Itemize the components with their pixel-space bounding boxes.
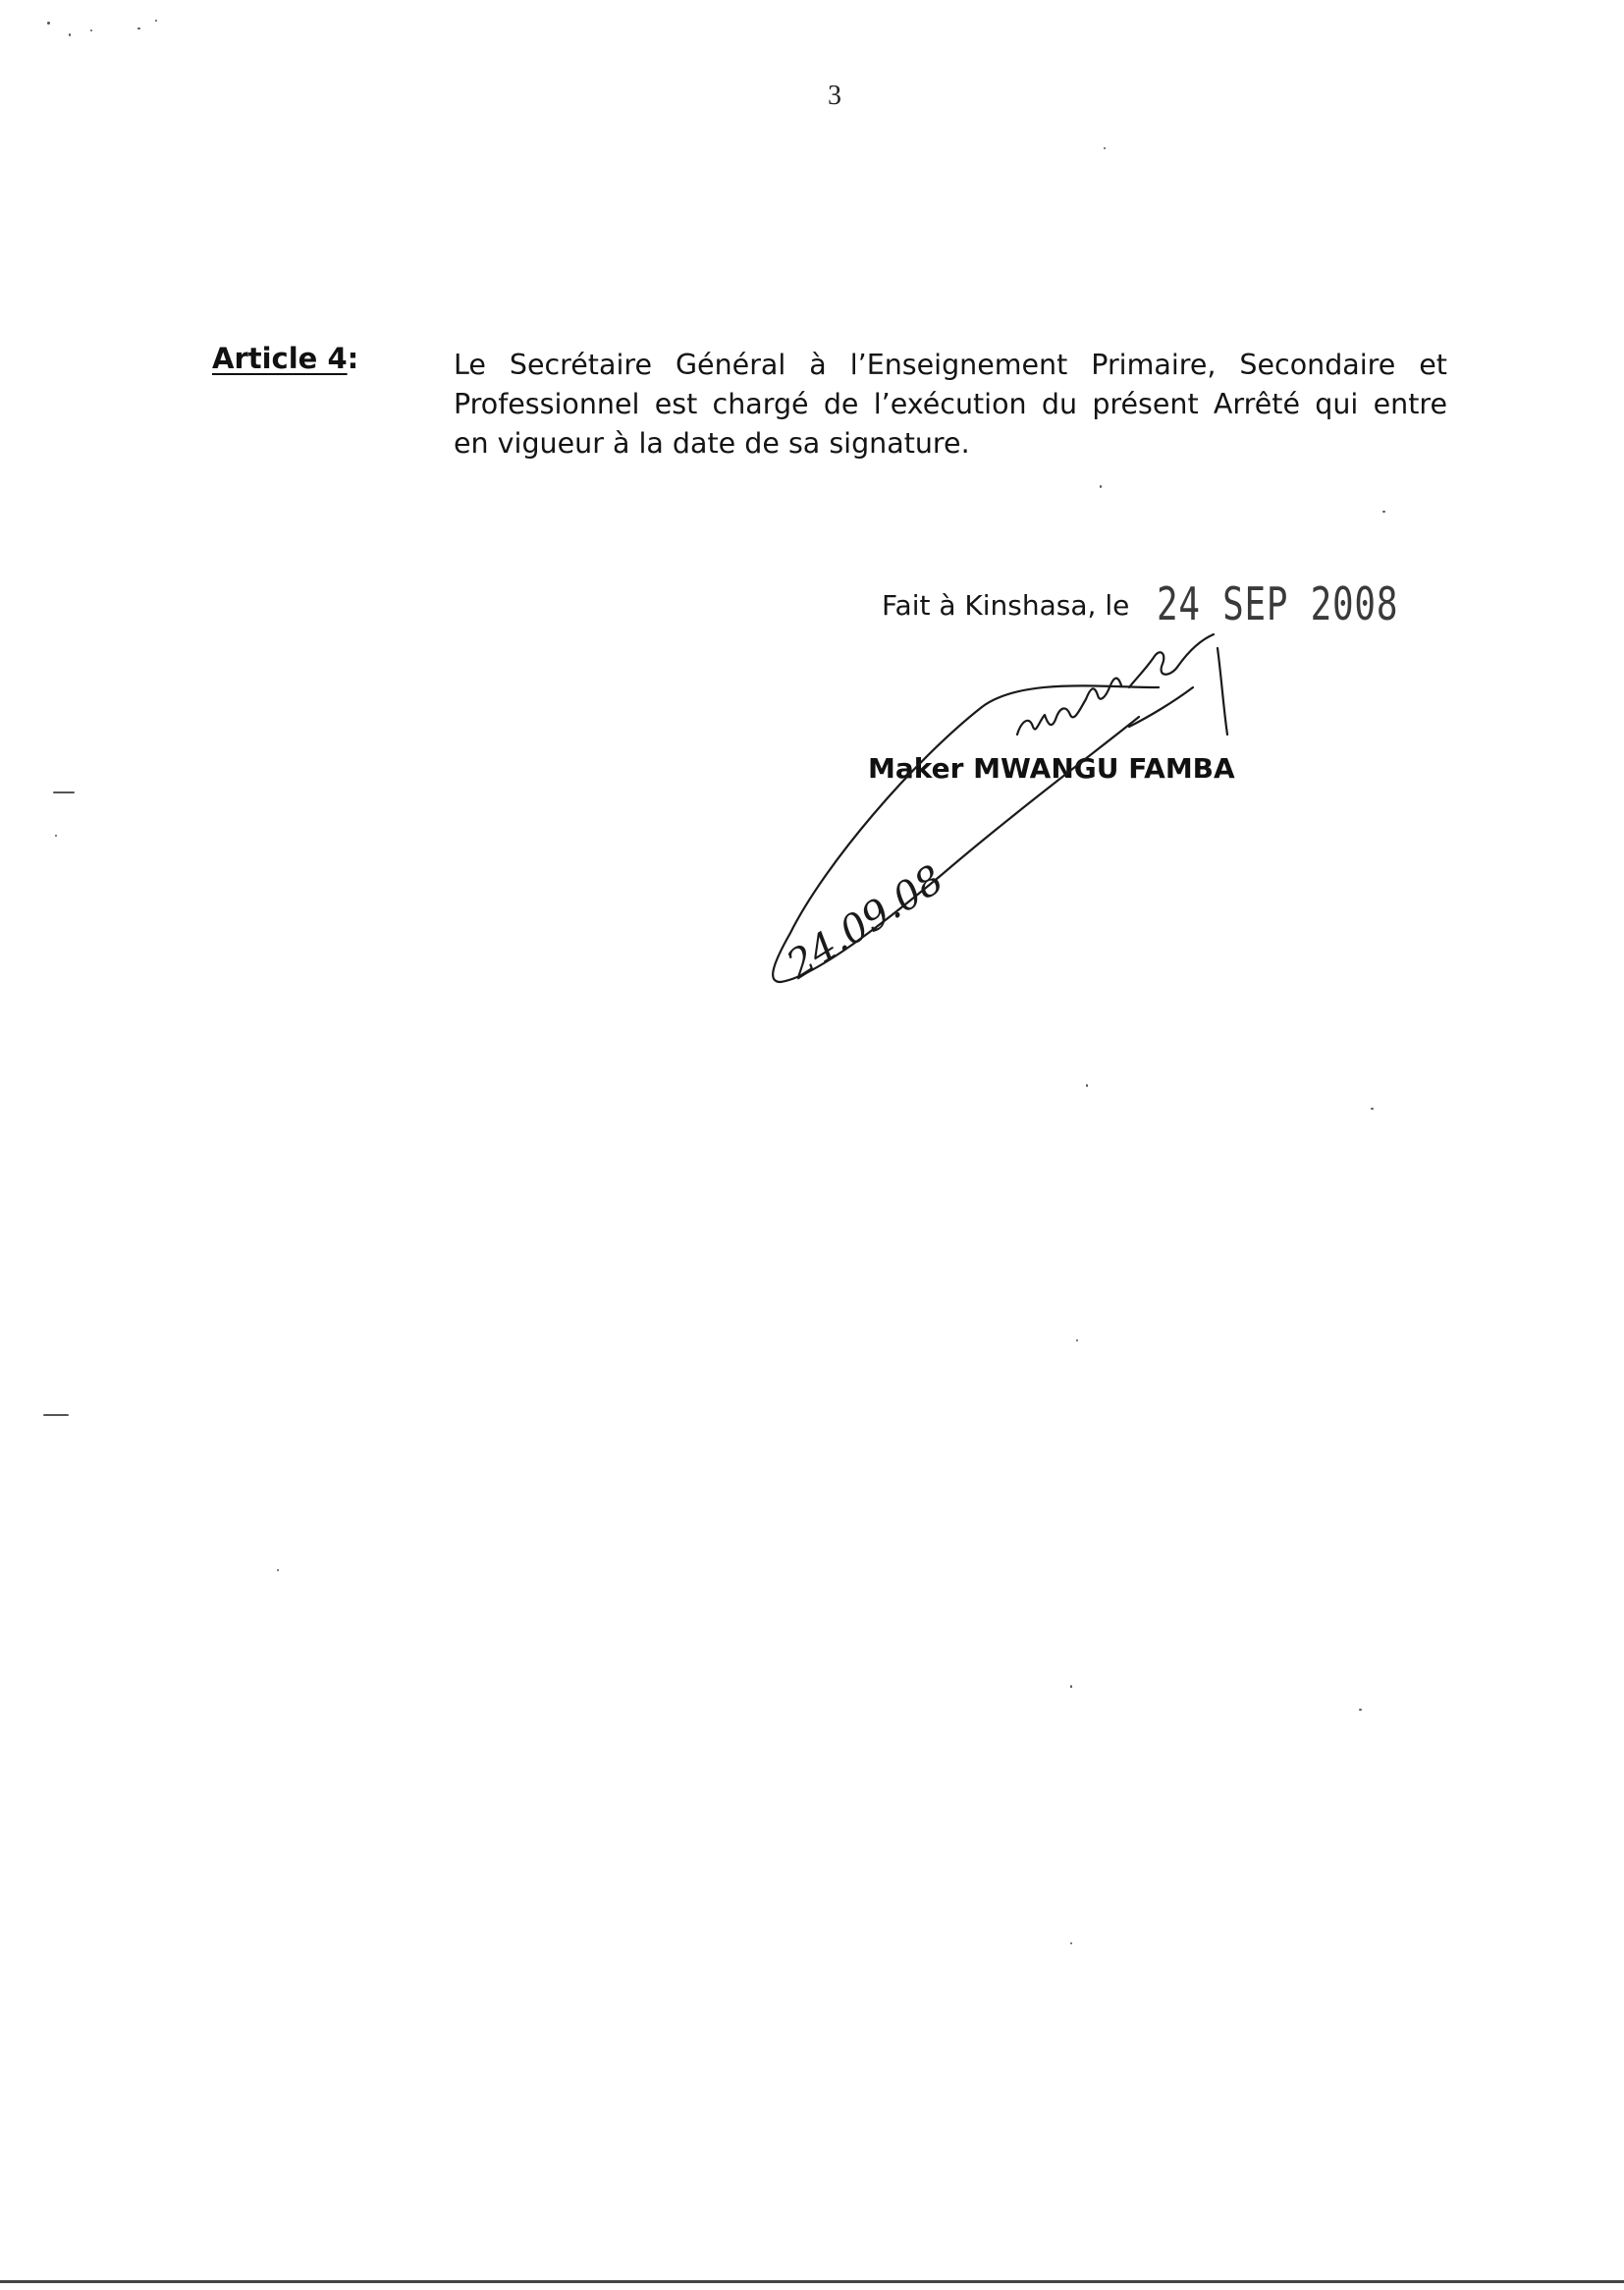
scan-speck — [47, 22, 50, 25]
scan-speck — [90, 29, 92, 31]
scan-speck — [1100, 485, 1102, 488]
scan-speck — [53, 791, 75, 793]
place-date: Fait à Kinshasa, le — [882, 589, 1130, 622]
scan-speck — [277, 1569, 279, 1571]
article-line: Professionnel est chargé de l’exécution du présent Arrêté qui entre — [454, 388, 1447, 420]
scan-speck — [155, 20, 157, 22]
scan-speck — [137, 27, 140, 29]
handwritten-date: 24.09.08 — [779, 856, 952, 988]
scan-speck — [69, 33, 71, 36]
scan-speck — [1070, 1685, 1072, 1688]
scan-speck — [55, 835, 57, 837]
date-stamp: 24 SEP 2008 — [1157, 577, 1399, 630]
article-label-colon: : — [347, 342, 359, 375]
scan-speck — [43, 1414, 69, 1416]
article-body — [454, 346, 1447, 463]
article-line: en vigueur à la date de sa signature. — [454, 427, 970, 460]
scan-speck — [1076, 1339, 1078, 1341]
scan-speck — [1382, 511, 1385, 513]
scan-speck — [1359, 1709, 1362, 1711]
article-line: Le Secrétaire Général à l’Enseignement Primaire, Secondaire et — [454, 349, 1447, 381]
scan-speck — [1371, 1108, 1374, 1110]
article-label: Article 4 — [212, 342, 348, 375]
scan-edge-line — [0, 2280, 1624, 2283]
article-heading — [212, 342, 358, 375]
scan-speck — [1086, 1084, 1088, 1087]
scan-speck — [1070, 1942, 1072, 1944]
scan-speck — [1104, 147, 1106, 149]
signatory-name: Maker MWANGU FAMBA — [868, 752, 1235, 785]
page-number: 3 — [828, 81, 841, 111]
